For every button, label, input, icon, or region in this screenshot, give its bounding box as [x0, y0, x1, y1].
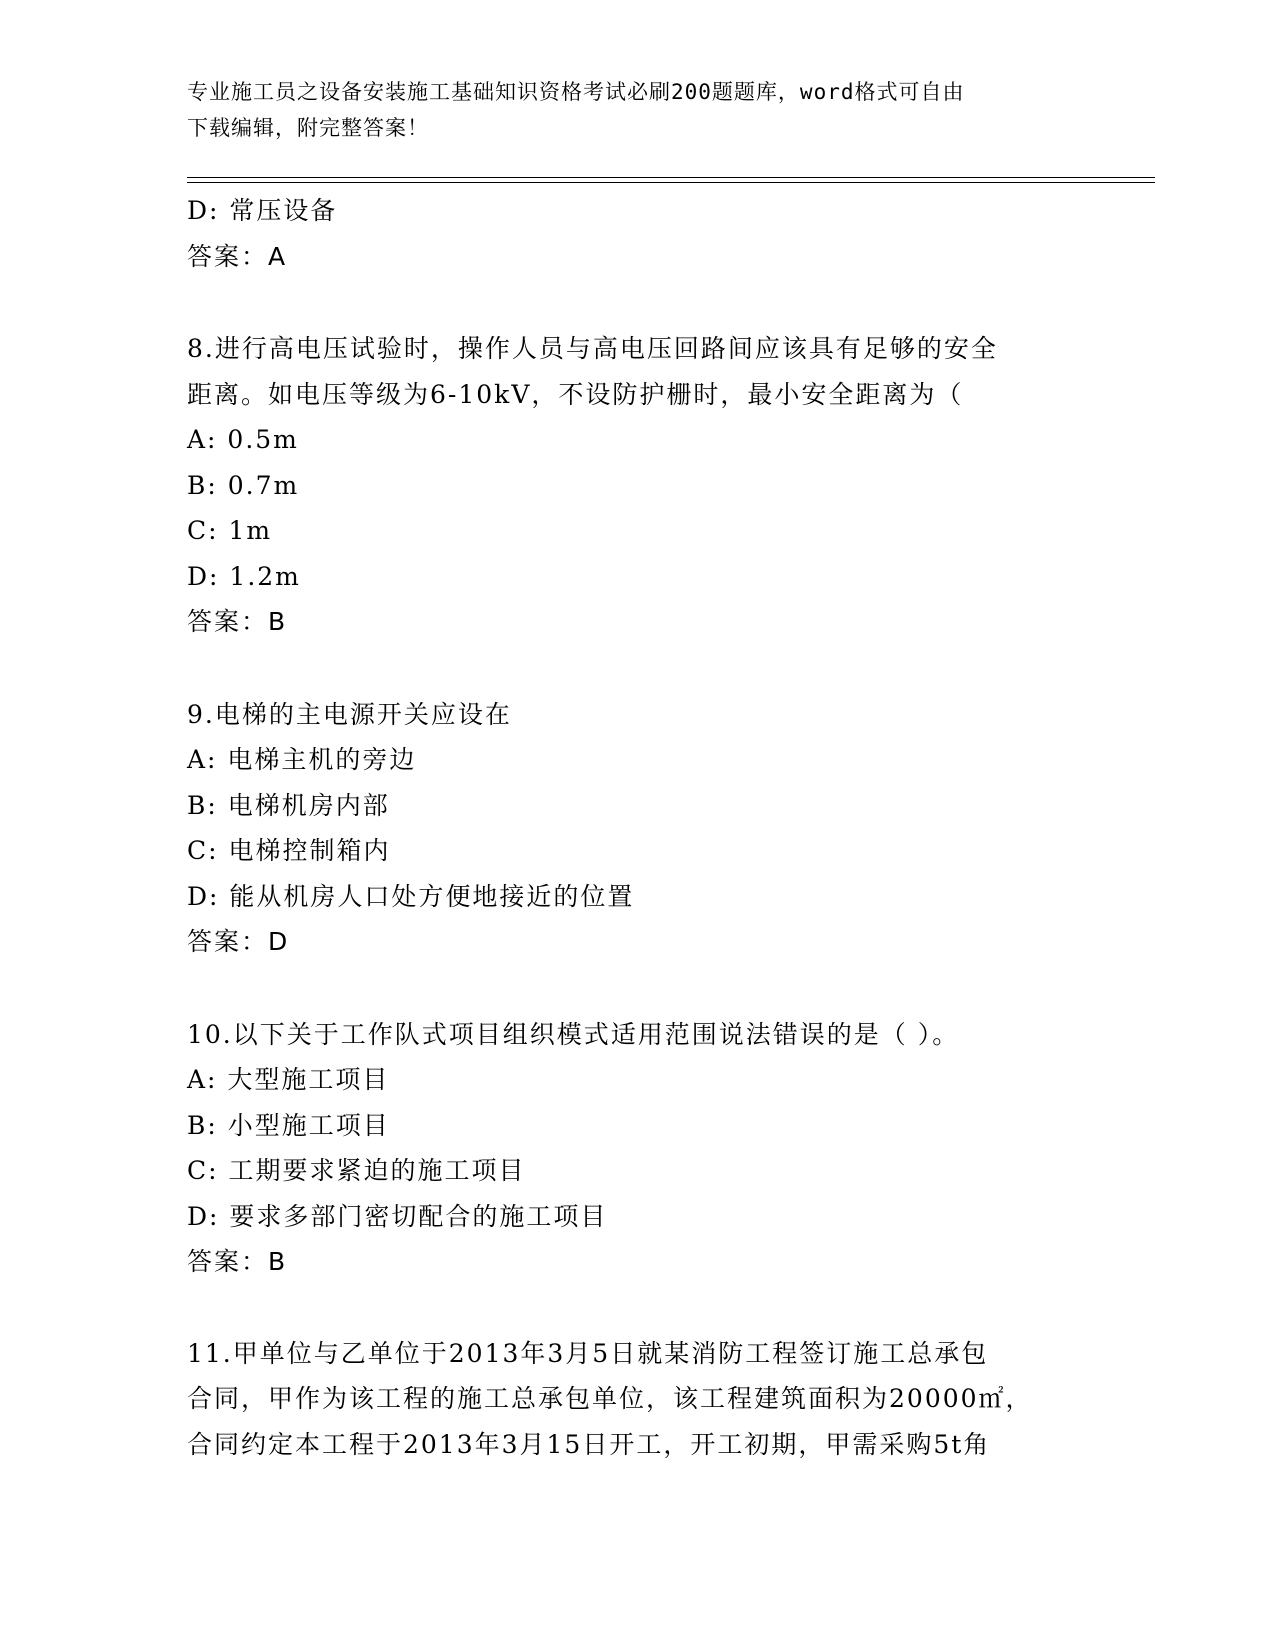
- prev-option-d: D: 常压设备: [187, 196, 338, 225]
- answer: 答案：B: [187, 1247, 288, 1276]
- option-a: A: 大型施工项目: [187, 1065, 390, 1094]
- option-d: D: 1.2m: [187, 561, 301, 591]
- question-10: [187, 1012, 1087, 1285]
- option-b: B: 小型施工项目: [187, 1110, 390, 1140]
- question-text: 11.甲单位与乙单位于2013年3月5日就某消防工程签订施工总承包: [187, 1338, 989, 1368]
- option-a: A: 电梯主机的旁边: [187, 745, 417, 774]
- document-body: [187, 188, 1087, 1467]
- option-c: C: 电梯控制箱内: [187, 836, 391, 865]
- question-text: 合同，甲作为该工程的施工总承包单位，该工程建筑面积为20000㎡，: [187, 1384, 1033, 1413]
- header-line-1: 专业施工员之设备安装施工基础知识资格考试必刷200题题库，word格式可自由: [187, 80, 965, 104]
- prev-answer: 答案：A: [187, 241, 288, 271]
- option-d: D: 能从机房人口处方便地接近的位置: [187, 881, 635, 911]
- option-b: B: 电梯机房内部: [187, 790, 390, 820]
- option-c: C: 工期要求紧迫的施工项目: [187, 1156, 526, 1185]
- question-11: [187, 1331, 1087, 1468]
- answer: 答案：D: [187, 927, 290, 956]
- option-c: C: 1m: [187, 516, 273, 545]
- question-9: [187, 692, 1087, 965]
- question-text: 9.电梯的主电源开关应设在: [187, 699, 512, 729]
- question-text: 8.进行高电压试验时，操作人员与高电压回路间应该具有足够的安全: [187, 334, 998, 363]
- question-8: [187, 326, 1087, 645]
- header-rule-bottom: [187, 182, 1155, 183]
- option-a: A: 0.5m: [187, 425, 299, 454]
- question-text: 合同约定本工程于2013年3月15日开工，开工初期，甲需采购5t角: [187, 1429, 991, 1459]
- spacer: [187, 965, 1087, 1012]
- question-text: 10.以下关于工作队式项目组织模式适用范围说法错误的是（ ）。: [187, 1019, 960, 1049]
- document-header: [187, 74, 1087, 146]
- spacer: [187, 1285, 1087, 1331]
- spacer: [187, 279, 1087, 326]
- header-rule-top: [187, 177, 1155, 178]
- answer: 答案：B: [187, 607, 288, 636]
- spacer: [187, 645, 1087, 692]
- option-d: D: 要求多部门密切配合的施工项目: [187, 1201, 608, 1231]
- option-b: B: 0.7m: [187, 470, 300, 500]
- header-line-2: 下载编辑，附完整答案！: [187, 116, 429, 140]
- question-text: 距离。如电压等级为6-10kV，不设防护栅时，最小安全距离为（: [187, 379, 964, 409]
